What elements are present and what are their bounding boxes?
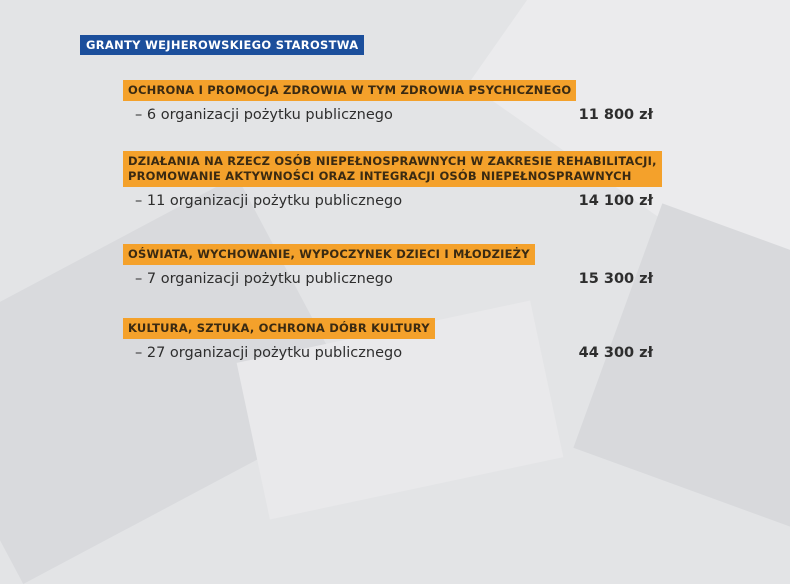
organization-count: – 7 organizacji pożytku publicznego [135, 271, 393, 287]
organization-count: – 27 organizacji pożytku publicznego [135, 345, 403, 361]
grant-amount: 44 300 zł [578, 345, 653, 361]
category-label [123, 318, 435, 339]
category-line: OŚWIATA, WYCHOWANIE, WYPOCZYNEK DZIECI I MŁODZIEŻY [128, 247, 530, 261]
category-line: DZIAŁANIA NA RZECZ OSÓB NIEPEŁNOSPRAWNYCH W ZAKRESIE REHABILITACJI, [128, 154, 657, 168]
grant-amount: 11 800 zł [578, 107, 653, 123]
category-line: OCHRONA I PROMOCJA ZDROWIA W TYM ZDROWIA PSYCHICZNEGO [128, 83, 572, 97]
category-line: PROMOWANIE AKTYWNOŚCI ORAZ INTEGRACJI OSÓB NIEPEŁNOSPRAWNYCH [128, 169, 632, 183]
grant-amount: 14 100 zł [578, 193, 653, 209]
page-title: GRANTY WEJHEROWSKIEGO STAROSTWA [80, 35, 364, 55]
grant-row [123, 345, 663, 367]
category-label [123, 151, 662, 187]
category-line: KULTURA, SZTUKA, OCHRONA DÓBR KULTURY [128, 321, 430, 335]
category-label [123, 244, 535, 265]
grant-row [123, 193, 663, 215]
category-label [123, 80, 576, 101]
grant-amount: 15 300 zł [578, 271, 653, 287]
grant-section [123, 151, 663, 215]
grant-section [123, 317, 663, 367]
grant-row [123, 107, 663, 129]
organization-count: – 11 organizacji pożytku publicznego [135, 193, 403, 209]
grant-row [123, 271, 663, 293]
grant-section [123, 79, 663, 129]
organization-count: – 6 organizacji pożytku publicznego [135, 107, 393, 123]
grant-section [123, 243, 663, 293]
